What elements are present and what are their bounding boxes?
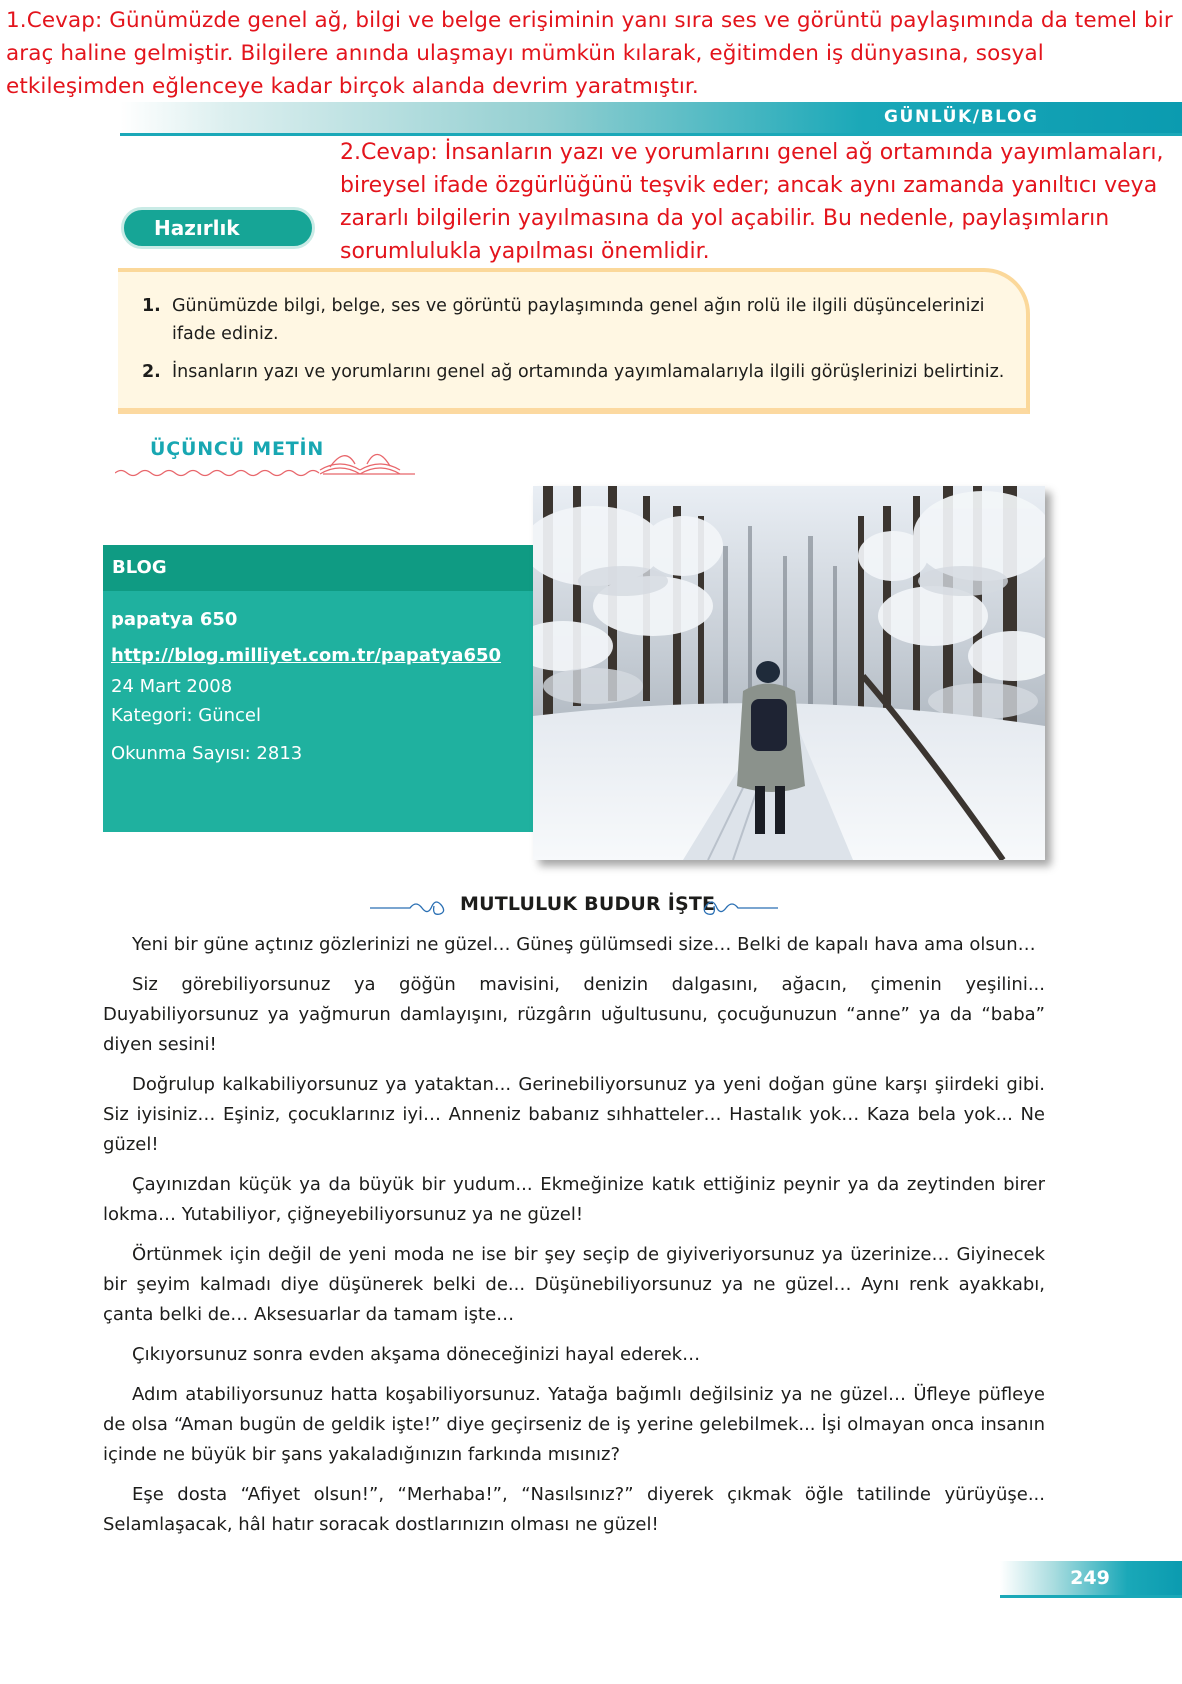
story-paragraph: Doğrulup kalkabiliyorsunuz ya yataktan... Gerinebiliyorsunuz ya yeni doğan güne karşı şiirdeki gibi. Siz iyisiniz… Eşiniz, çocuklarınız iyi… Anneniz babanız sıhhatteler… Hastalık yok… Kaza bela yok... Ne güzel! bbox=[103, 1074, 1045, 1155]
question-text: Günümüzde bilgi, belge, ses ve görüntü paylaşımında genel ağın rolü ile ilgili düşüncelerinizi ifade ediniz. bbox=[172, 296, 985, 344]
blog-author: papatya 650 bbox=[111, 609, 238, 630]
question-number: 1. bbox=[142, 296, 161, 316]
story-title: MUTLULUK BUDUR İŞTE bbox=[460, 893, 716, 915]
right-flourish-icon bbox=[698, 896, 778, 916]
question-number: 2. bbox=[142, 362, 161, 382]
story-title-block bbox=[370, 890, 790, 920]
third-text-label: ÜÇÜNCÜ METİN bbox=[150, 438, 325, 460]
story-paragraph: Yeni bir güne açtınız gözlerinizi ne güzel… Güneş gülümsedi size… Belki de kapalı hava ama olsun… bbox=[132, 934, 1036, 955]
section-label: GÜNLÜK/BLOG bbox=[884, 107, 1039, 127]
story-paragraph: Çıkıyorsunuz sonra evden akşama döneceğinizi hayal ederek… bbox=[132, 1344, 701, 1365]
answer-2-text: 2.Cevap: İnsanların yazı ve yorumlarını genel ağ ortamında yayımlamaları, bireysel ifade özgürlüğünü teşvik eder; ancak aynı zamanda yanıltıcı veya zararlı bilgilerin yayılmasına da yol açabilir. Bu nedenle, paylaşımların sorumlulukla yapılması önemlidir. bbox=[340, 140, 1164, 264]
story-body bbox=[103, 930, 1045, 1550]
preparation-questions-box bbox=[118, 268, 1030, 414]
blog-date: 24 Mart 2008 bbox=[111, 676, 233, 697]
blog-url-link[interactable]: http://blog.milliyet.com.tr/papatya650 bbox=[111, 645, 502, 666]
question-text: İnsanların yazı ve yorumlarını genel ağ ortamında yayımlamalarıyla ilgili görüşlerinizi belirtiniz. bbox=[172, 362, 1005, 382]
open-book-icon bbox=[320, 454, 415, 474]
blog-read-count: Okunma Sayısı: 2813 bbox=[111, 743, 303, 764]
answer-1-text: 1.Cevap: Günümüzde genel ağ, bilgi ve belge erişiminin yanı sıra ses ve görüntü paylaşımında da temel bir araç haline gelmiştir. Bilgilere anında ulaşmayı mümkün kılarak, eğitimden iş dünyasına, sosyal etkileşimden eğlenceye kadar birçok alanda devrim yaratmıştır. bbox=[6, 8, 1173, 99]
page-number: 249 bbox=[1070, 1567, 1110, 1589]
story-paragraph: Siz görebiliyorsunuz ya göğün mavisini, denizin dalgasını, ağacın, çimenin yeşilini... Duyabiliyorsunuz ya yağmurun damlayışını, rüzgârın uğultusunu, çocuğunuzun “anne” ya da “baba” diyen sesini! bbox=[103, 974, 1045, 1055]
story-paragraph: Örtünmek için değil de yeni moda ne ise bir şey seçip de giyiveriyorsunuz ya üzerinize… Giyinecek bir şeyim kalmadı diye düşünerek belki de... Düşünebiliyorsunuz ya ne güzel… Aynı renk ayakkabı, çanta belki de… Aksesuarlar da tamam işte… bbox=[103, 1244, 1045, 1325]
story-paragraph: Eşe dosta “Afiyet olsun!”, “Merhaba!”, “Nasılsınız?” diyerek çıkmak öğle tatilinde yürüyüşe... Selamlaşacak, hâl hatır soracak dostlarınızın olması ne güzel! bbox=[103, 1484, 1045, 1535]
snowy-forest-photo bbox=[533, 486, 1045, 860]
left-flourish-icon bbox=[370, 896, 450, 916]
story-paragraph: Çayınızdan küçük ya da büyük bir yudum... Ekmeğinize katık ettiğiniz peynir ya da zeytinden birer lokma… Yutabiliyor, çiğneyebiliyorsunuz ya ne güzel! bbox=[103, 1174, 1045, 1225]
preparation-label: Hazırlık bbox=[121, 207, 315, 249]
blog-category: Kategori: Güncel bbox=[111, 705, 262, 726]
story-paragraph: Adım atabiliyorsunuz hatta koşabiliyorsunuz. Yatağa bağımlı değilsiniz ya ne güzel… Üfleye püfleye de olsa “Aman bugün de geldik işte!” diye geçirseniz de iş yerine gelebilmek... İşi olmayan onca insanın içinde ne büyük bir şans yakaladığınızın farkında mısınız? bbox=[103, 1384, 1045, 1465]
blog-header: BLOG bbox=[103, 545, 533, 591]
